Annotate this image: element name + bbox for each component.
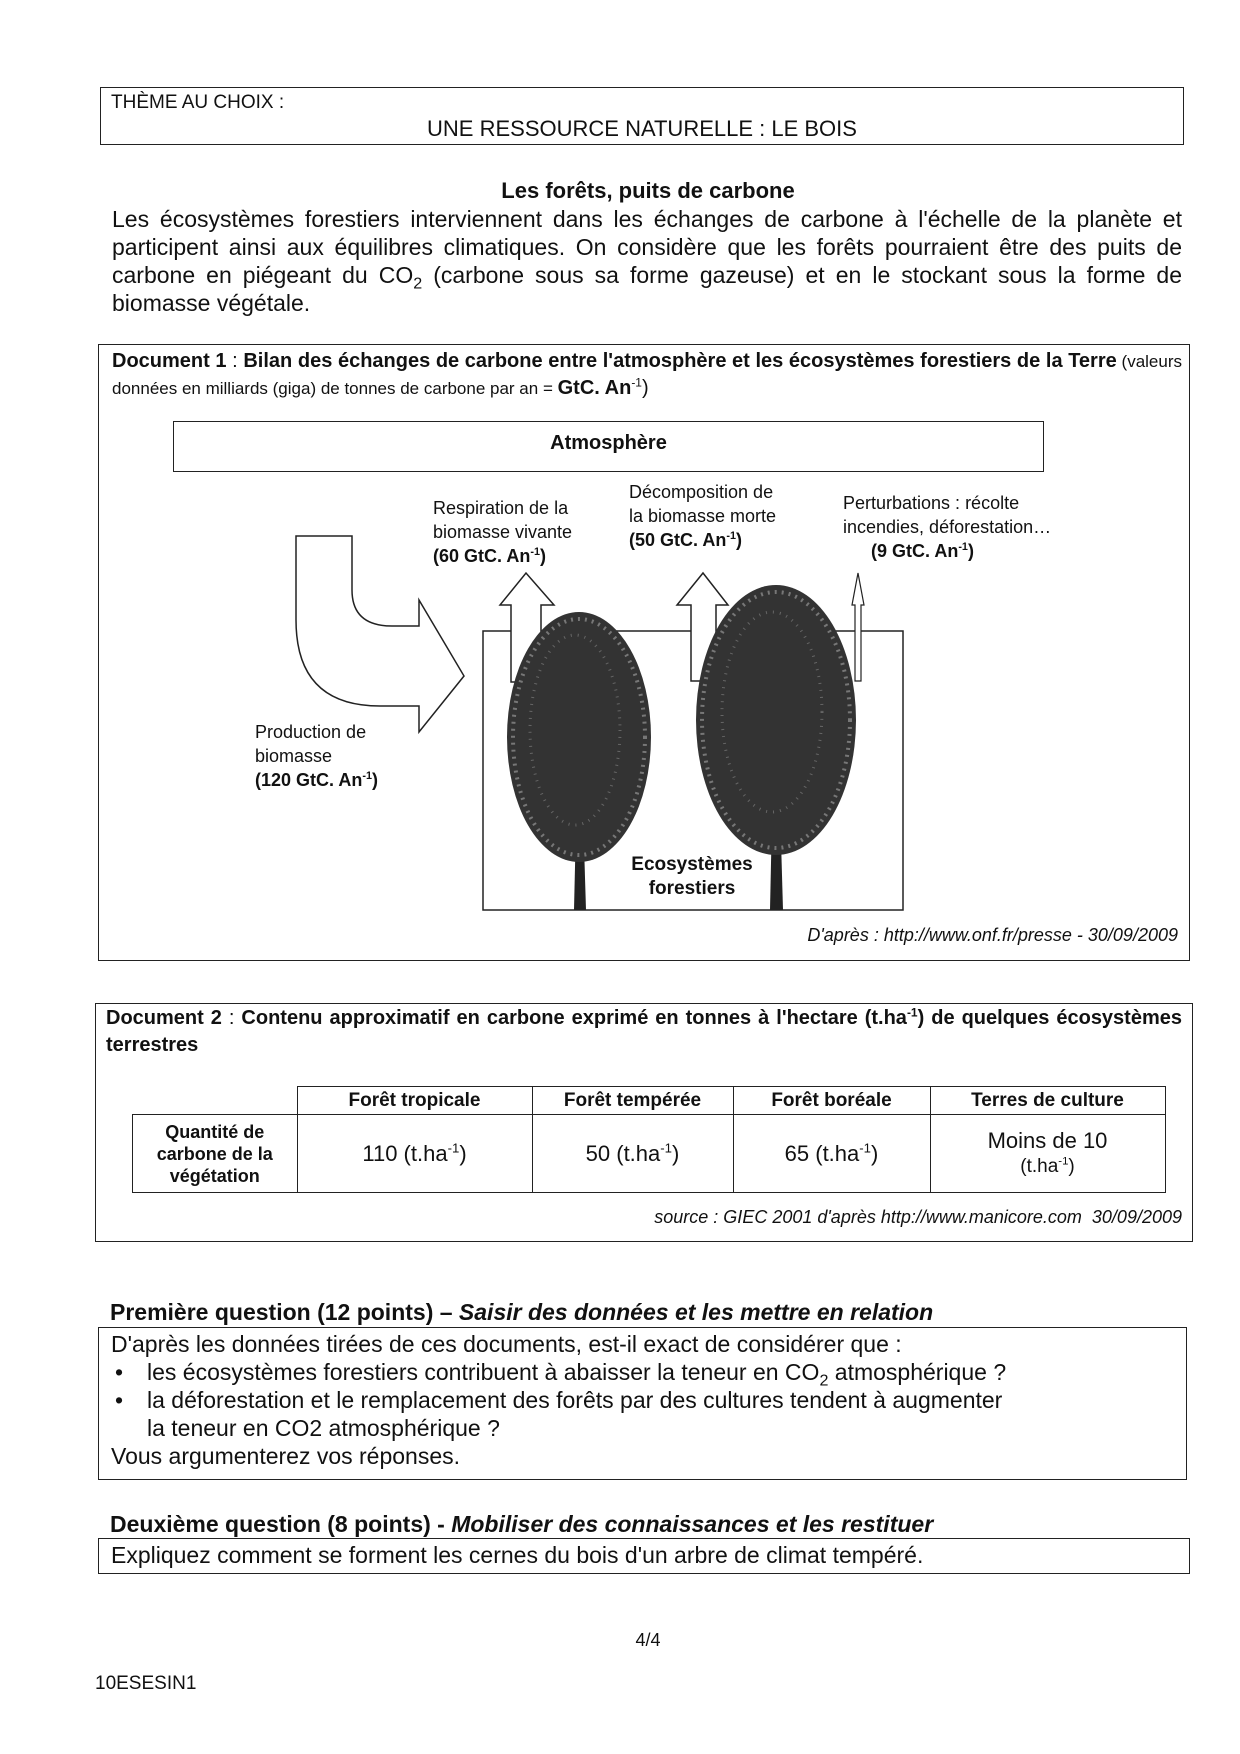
table-cell (532, 1115, 733, 1193)
perturbations-line2: incendies, déforestation… (843, 517, 1052, 537)
decomposition-line1: Décomposition de (629, 482, 774, 502)
carbon-table (132, 1086, 1166, 1193)
doc1-title: Bilan des échanges de carbone entre l'atmosphère et les écosystèmes forestiers de la Terre (243, 350, 1117, 372)
doc2-source: source : GIEC 2001 d'après http://www.manicore.com 30/09/2009 (654, 1207, 1182, 1227)
page-number: 4/4 (635, 1630, 661, 1650)
table-cell (733, 1115, 930, 1193)
theme-title: UNE RESSOURCE NATURELLE : LE BOIS (427, 116, 857, 141)
cell-close: ) (459, 1140, 467, 1166)
q1-heading (110, 1299, 933, 1326)
theme-label: THÈME AU CHOIX : (111, 92, 285, 113)
respiration-exp: -1 (530, 546, 540, 558)
q1-bullets (111, 1358, 1174, 1442)
q1-intro: D'après les données tirées de ces documents, est-il exact de considérer que : (111, 1331, 902, 1357)
doc2-sep: : (221, 1007, 242, 1029)
production-line1: Production de (255, 722, 367, 742)
decomposition-close: ) (735, 530, 742, 550)
doc1-unit-exp: -1 (631, 375, 642, 390)
q1-bullet (111, 1386, 1174, 1442)
production-close: ) (371, 770, 378, 790)
respiration-line2: biomasse vivante (433, 522, 573, 542)
q1-bullet (111, 1358, 1174, 1390)
perturbations-exp: -1 (958, 541, 968, 553)
perturbation-arrow-icon (852, 573, 864, 681)
q2-box (98, 1538, 1190, 1574)
decomposition-label (629, 480, 776, 552)
cell-exp: -1 (447, 1140, 460, 1156)
respiration-close: ) (539, 546, 546, 566)
respiration-value: (60 GtC. An (433, 546, 531, 566)
q1-bullet2: la déforestation et le remplacement des forêts par des cultures tendent à augmenter la teneur en CO2 atmosphérique ? (147, 1387, 1003, 1441)
document-code: 10ESESIN1 (95, 1673, 197, 1694)
q2-heading (110, 1511, 933, 1538)
cell-exp: -1 (1058, 1155, 1069, 1168)
table-header: Forêt boréale (733, 1087, 930, 1115)
production-exp: -1 (362, 770, 372, 782)
q2-text: Expliquez comment se forment les cernes du bois d'un arbre de climat tempéré. (111, 1542, 924, 1568)
q1-title: Première question (12 points) – (110, 1299, 459, 1325)
ecosystems-label (612, 853, 772, 901)
q1-closing: Vous argumenterez vos réponses. (111, 1443, 461, 1469)
perturbations-line1: Perturbations : récolte (843, 493, 1020, 513)
production-line2: biomasse (255, 746, 333, 766)
atmosphere-label: Atmosphère (550, 432, 667, 454)
table-header: Forêt tempérée (532, 1087, 733, 1115)
cell-exp: -1 (660, 1140, 672, 1156)
cell-value: Moins de 10 (987, 1127, 1108, 1153)
production-label (255, 720, 378, 792)
co2-subscript: 2 (819, 1371, 829, 1390)
doc2-heading (106, 1005, 1182, 1059)
cell-unit: (t.ha (1020, 1155, 1059, 1177)
q1-box (98, 1327, 1187, 1480)
perturbations-close: ) (967, 541, 974, 561)
decomposition-exp: -1 (726, 530, 736, 542)
table-header: Terres de culture (930, 1087, 1165, 1115)
table-row (133, 1115, 1166, 1193)
q1-bullet1-a: les écosystèmes forestiers contribuent à abaisser la teneur en CO (147, 1359, 820, 1385)
cell-close: ) (672, 1140, 680, 1166)
intro-text-a: Les écosystèmes forestiers interviennent dans les échanges de carbone à l'échelle de la planète et participent ainsi aux équilibres climatiques. On considère que les forêts pourraient être des puits de carbone en piégeant du CO (112, 206, 1182, 288)
cell-value: 65 (t.ha (784, 1140, 860, 1166)
table-row-label: Quantité de carbone de la végétation (133, 1115, 298, 1193)
doc1-close: ) (641, 377, 649, 399)
q1-bullet1-b: atmosphérique ? (828, 1359, 1007, 1385)
q1-subtitle: Saisir des données et les mettre en relation (458, 1299, 934, 1325)
doc1-sep: : (226, 350, 244, 372)
decomposition-value: (50 GtC. An (629, 530, 727, 550)
doc2-title-b: ) de quelques écosystèmes terrestres (106, 1007, 1182, 1056)
table-cell (930, 1115, 1165, 1193)
ecosystems-line1: Ecosystèmes (631, 854, 753, 875)
respiration-line1: Respiration de la (433, 498, 569, 518)
cell-value: 110 (t.ha (362, 1140, 448, 1166)
cell-exp: -1 (859, 1140, 871, 1156)
ecosystems-line2: forestiers (648, 878, 736, 899)
decomposition-line2: la biomasse morte (629, 506, 777, 526)
co2-subscript: 2 (413, 274, 423, 293)
q2-title: Deuxième question (8 points) - (110, 1511, 452, 1537)
intro-title: Les forêts, puits de carbone (501, 178, 795, 203)
doc2-title-a: Contenu approximatif en carbone exprimé en tonnes à l'hectare (t.ha (241, 1007, 907, 1029)
table-header-row (133, 1087, 1166, 1115)
cell-value: 50 (t.ha (585, 1140, 661, 1166)
doc2-label: Document 2 (106, 1007, 222, 1029)
q2-subtitle: Mobiliser des connaissances et les restituer (451, 1511, 934, 1537)
production-value: (120 GtC. An (255, 770, 363, 790)
doc2-title-exp: -1 (906, 1005, 918, 1020)
doc1-label: Document 1 (112, 350, 227, 372)
doc1-source: D'après : http://www.onf.fr/presse - 30/09/2009 (807, 925, 1178, 945)
intro-text-b: (carbone sous sa forme gazeuse) et en le stockant sous la forme de biomasse végétale. (112, 262, 1183, 316)
table-corner (133, 1087, 298, 1115)
doc1-unit: GtC. An (557, 377, 632, 399)
cell-close: ) (1068, 1155, 1075, 1177)
perturbations-value: (9 GtC. An (871, 541, 959, 561)
cell-close: ) (871, 1140, 879, 1166)
respiration-label (433, 496, 572, 568)
table-header: Forêt tropicale (297, 1087, 532, 1115)
doc1-subtitle: (valeurs données en milliards (giga) de tonnes de carbone par an = (112, 352, 1183, 398)
perturbations-label (843, 491, 1051, 563)
table-cell (297, 1115, 532, 1193)
